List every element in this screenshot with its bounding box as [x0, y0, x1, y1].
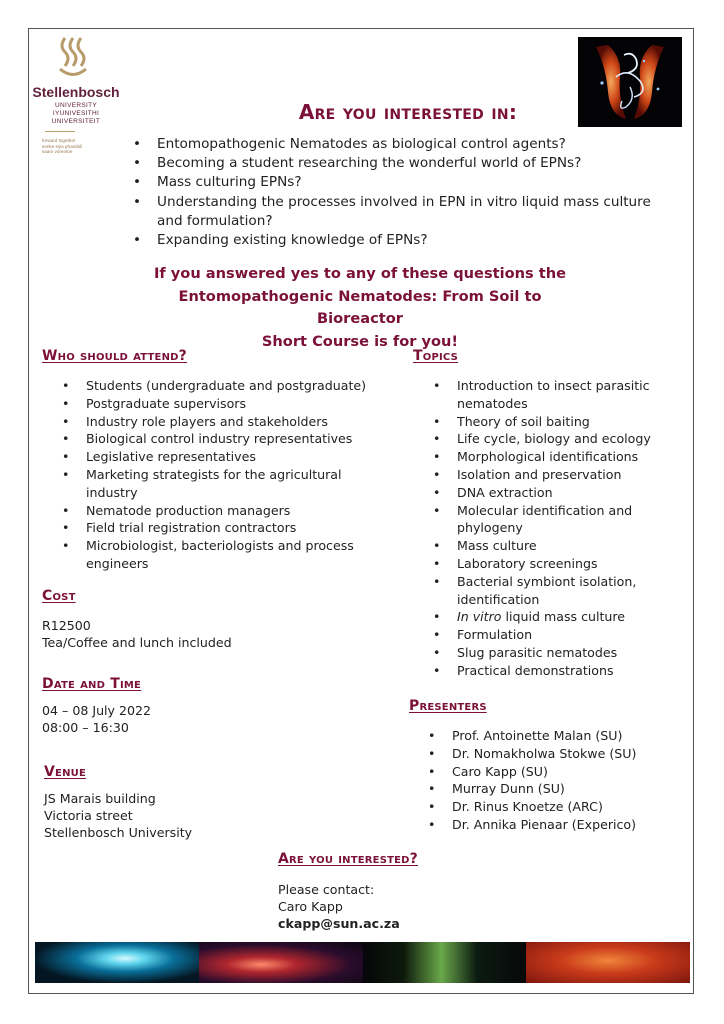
date-line: 04 – 08 July 2022 — [42, 703, 152, 718]
list-item: • Prof. Antoinette Malan (SU) — [452, 727, 684, 745]
topics-list — [457, 377, 687, 680]
list-item: • Dr. Nomakholwa Stokwe (SU) — [452, 745, 684, 763]
footer-photo — [199, 942, 363, 983]
list-item: • Entomopathogenic Nematodes as biological control agents? — [157, 135, 677, 154]
list-item: • Legislative representatives — [86, 448, 386, 466]
who-list — [86, 377, 386, 573]
interest-list — [157, 135, 677, 250]
page-title: Are you interested in: — [298, 100, 518, 124]
logo-divider — [45, 131, 75, 132]
venue-line: Stellenbosch University — [44, 825, 193, 840]
logo-name: Stellenbosch — [32, 84, 120, 100]
list-item: • Students (undergraduate and postgraduate) — [86, 377, 386, 395]
logo-tagline — [42, 138, 112, 155]
topics-heading: Topics — [413, 348, 459, 364]
list-item: • Laboratory screenings — [457, 555, 687, 573]
list-item: • Morphological identifications — [457, 448, 687, 466]
presenters-list — [452, 727, 684, 834]
list-item: • DNA extraction — [457, 484, 687, 502]
date-line: 08:00 – 16:30 — [42, 720, 129, 735]
nematode-photo — [578, 37, 682, 127]
venue-line: Victoria street — [44, 808, 133, 823]
logo-emblem-icon — [57, 36, 89, 82]
list-item: • Becoming a student researching the wonderful world of EPNs? — [157, 154, 677, 173]
cost-line: Tea/Coffee and lunch included — [42, 635, 232, 650]
logo-tagline-line: saam vorentoe — [42, 149, 73, 155]
list-item: • Industry role players and stakeholders — [86, 413, 386, 431]
list-item: • Isolation and preservation — [457, 466, 687, 484]
callout-line: Short Course is for you! — [261, 332, 459, 350]
contact-prompt: Please contact: — [278, 882, 375, 897]
nematode-photo-art — [578, 37, 682, 127]
date-details — [42, 702, 342, 736]
list-item: • Microbiologist, bacteriologists and process engineers — [86, 537, 386, 573]
list-item: • Expanding existing knowledge of EPNs? — [157, 231, 677, 250]
logo-sub-line: UNIVERSITY — [54, 102, 97, 109]
list-item: • Introduction to insect parasitic nematodes — [457, 377, 687, 413]
logo-sub-lines — [30, 102, 122, 126]
list-item: • Life cycle, biology and ecology — [457, 430, 687, 448]
callout-line: Entomopathogenic Nematodes: From Soil to Bioreactor — [178, 287, 542, 327]
course-callout — [140, 263, 580, 353]
logo-tagline-line: sonke siya phambili — [42, 143, 83, 149]
venue-heading: Venue — [44, 764, 86, 780]
invitro-italic: In vitro — [457, 609, 502, 625]
list-item: • Murray Dunn (SU) — [452, 780, 684, 798]
list-item: • Field trial registration contractors — [86, 519, 386, 537]
venue-line: JS Marais building — [44, 791, 156, 806]
presenters-heading: Presenters — [409, 698, 487, 714]
who-heading: Who should attend? — [42, 348, 187, 364]
logo-sub-line: IYUNIVESITHI — [52, 110, 100, 117]
list-item: • Dr. Annika Pienaar (Experico) — [452, 816, 684, 834]
logo-tagline-line: forward together — [42, 138, 76, 143]
list-item: • Understanding the processes involved in EPN in vitro liquid mass culture and formulation? — [157, 193, 677, 231]
list-item: • Biological control industry representatives — [86, 430, 386, 448]
footer-photo — [363, 942, 527, 983]
list-item: • Caro Kapp (SU) — [452, 763, 684, 781]
footer-photo-strip — [35, 942, 690, 983]
venue-details — [44, 790, 344, 841]
footer-photo — [526, 942, 690, 983]
cost-line: R12500 — [42, 618, 91, 633]
contact-email: ckapp@sun.ac.za — [278, 916, 400, 931]
list-item — [457, 608, 687, 626]
callout-line: If you answered yes to any of these questions the — [153, 265, 567, 282]
invitro-rest: liquid mass culture — [501, 609, 626, 625]
list-item: • Molecular identification and phylogeny — [457, 502, 687, 538]
date-heading: Date and Time — [42, 676, 142, 692]
list-item: • Postgraduate supervisors — [86, 395, 386, 413]
cost-heading: Cost — [42, 588, 76, 604]
logo-sub-line: UNIVERSITEIT — [51, 118, 101, 125]
list-item: • Practical demonstrations — [457, 662, 687, 680]
list-item: • Mass culturing EPNs? — [157, 173, 677, 192]
list-item: • Theory of soil baiting — [457, 413, 687, 431]
list-item: • Bacterial symbiont isolation, identification — [457, 573, 687, 609]
list-item: • Dr. Rinus Knoetze (ARC) — [452, 798, 684, 816]
list-item: • Slug parasitic nematodes — [457, 644, 687, 662]
contact-details — [278, 881, 538, 932]
cost-details — [42, 617, 342, 651]
contact-heading: Are you interested? — [278, 851, 418, 867]
list-item: • Formulation — [457, 626, 687, 644]
list-item: • Mass culture — [457, 537, 687, 555]
footer-photo — [35, 942, 199, 983]
list-item: • Nematode production managers — [86, 502, 386, 520]
contact-name: Caro Kapp — [278, 899, 343, 914]
list-item: • Marketing strategists for the agricultural industry — [86, 466, 386, 502]
